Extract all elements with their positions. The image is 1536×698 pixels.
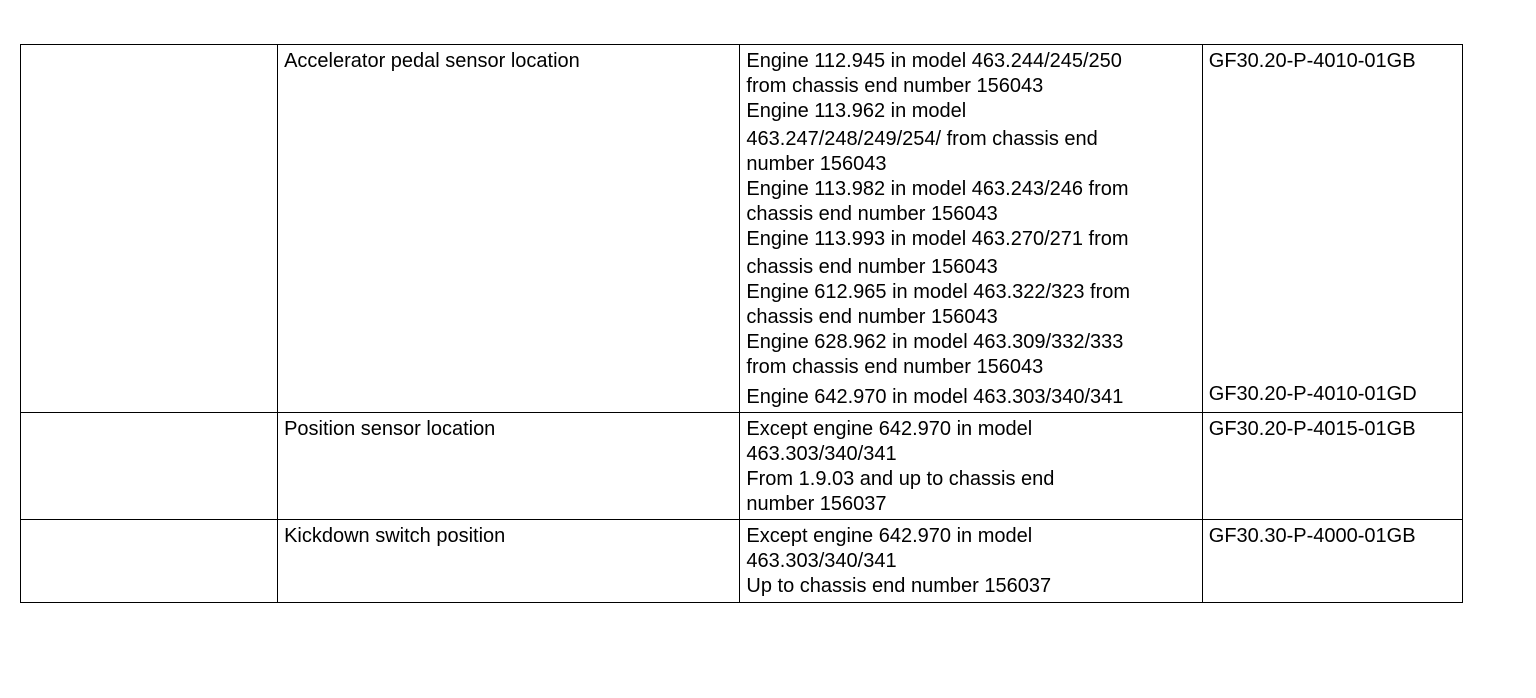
condition-line: Engine 642.970 in model 463.303/340/341 xyxy=(746,386,1124,408)
row-title: Kickdown switch position xyxy=(284,525,506,547)
document-ref: GF30.30-P-4000-01GB xyxy=(1208,525,1416,547)
row-title-cell xyxy=(278,45,740,413)
condition-line: chassis end number 156043 xyxy=(746,306,998,328)
row-title-cell xyxy=(278,413,740,520)
condition-line: Engine 113.993 in model 463.270/271 from xyxy=(746,228,1129,250)
document-ref: GF30.20-P-4010-01GB xyxy=(1208,50,1416,72)
document-ref-cell xyxy=(1202,520,1462,603)
condition-line: number 156037 xyxy=(746,493,887,515)
condition-line: Engine 112.945 in model 463.244/245/250 xyxy=(746,50,1122,72)
document-ref-cell xyxy=(1202,413,1462,520)
condition-line: Engine 612.965 in model 463.322/323 from xyxy=(746,281,1131,303)
conditions-cell xyxy=(740,413,1202,520)
table-row xyxy=(21,520,1463,603)
condition-line: 463.247/248/249/254/ from chassis end xyxy=(746,128,1098,150)
condition-line: Up to chassis end number 156037 xyxy=(746,575,1052,597)
condition-line: Engine 628.962 in model 463.309/332/333 xyxy=(746,331,1124,353)
condition-line: 463.303/340/341 xyxy=(746,443,897,465)
condition-line: Except engine 642.970 in model xyxy=(746,418,1033,440)
document-ref: GF30.20-P-4010-01GD xyxy=(1208,383,1417,405)
condition-line: From 1.9.03 and up to chassis end xyxy=(746,468,1055,490)
row-title: Position sensor location xyxy=(284,418,496,440)
condition-line: Engine 113.962 in model xyxy=(746,100,967,122)
row-title: Accelerator pedal sensor location xyxy=(284,50,580,72)
empty-cell xyxy=(21,45,278,413)
condition-line: chassis end number 156043 xyxy=(746,203,998,225)
row-title-cell xyxy=(278,520,740,603)
condition-line: from chassis end number 156043 xyxy=(746,75,1044,97)
table-row xyxy=(21,45,1463,413)
table-row xyxy=(21,413,1463,520)
condition-line: chassis end number 156043 xyxy=(746,256,998,278)
condition-line: from chassis end number 156043 xyxy=(746,356,1044,378)
document-table xyxy=(20,44,1463,603)
document-ref-cell xyxy=(1202,45,1462,413)
conditions-cell xyxy=(740,520,1202,603)
condition-line: 463.303/340/341 xyxy=(746,550,897,572)
condition-line: Engine 113.982 in model 463.243/246 from xyxy=(746,178,1129,200)
condition-line: number 156043 xyxy=(746,153,887,175)
condition-line: Except engine 642.970 in model xyxy=(746,525,1033,547)
conditions-cell xyxy=(740,45,1202,413)
document-ref: GF30.20-P-4015-01GB xyxy=(1208,418,1416,440)
empty-cell xyxy=(21,413,278,520)
empty-cell xyxy=(21,520,278,603)
